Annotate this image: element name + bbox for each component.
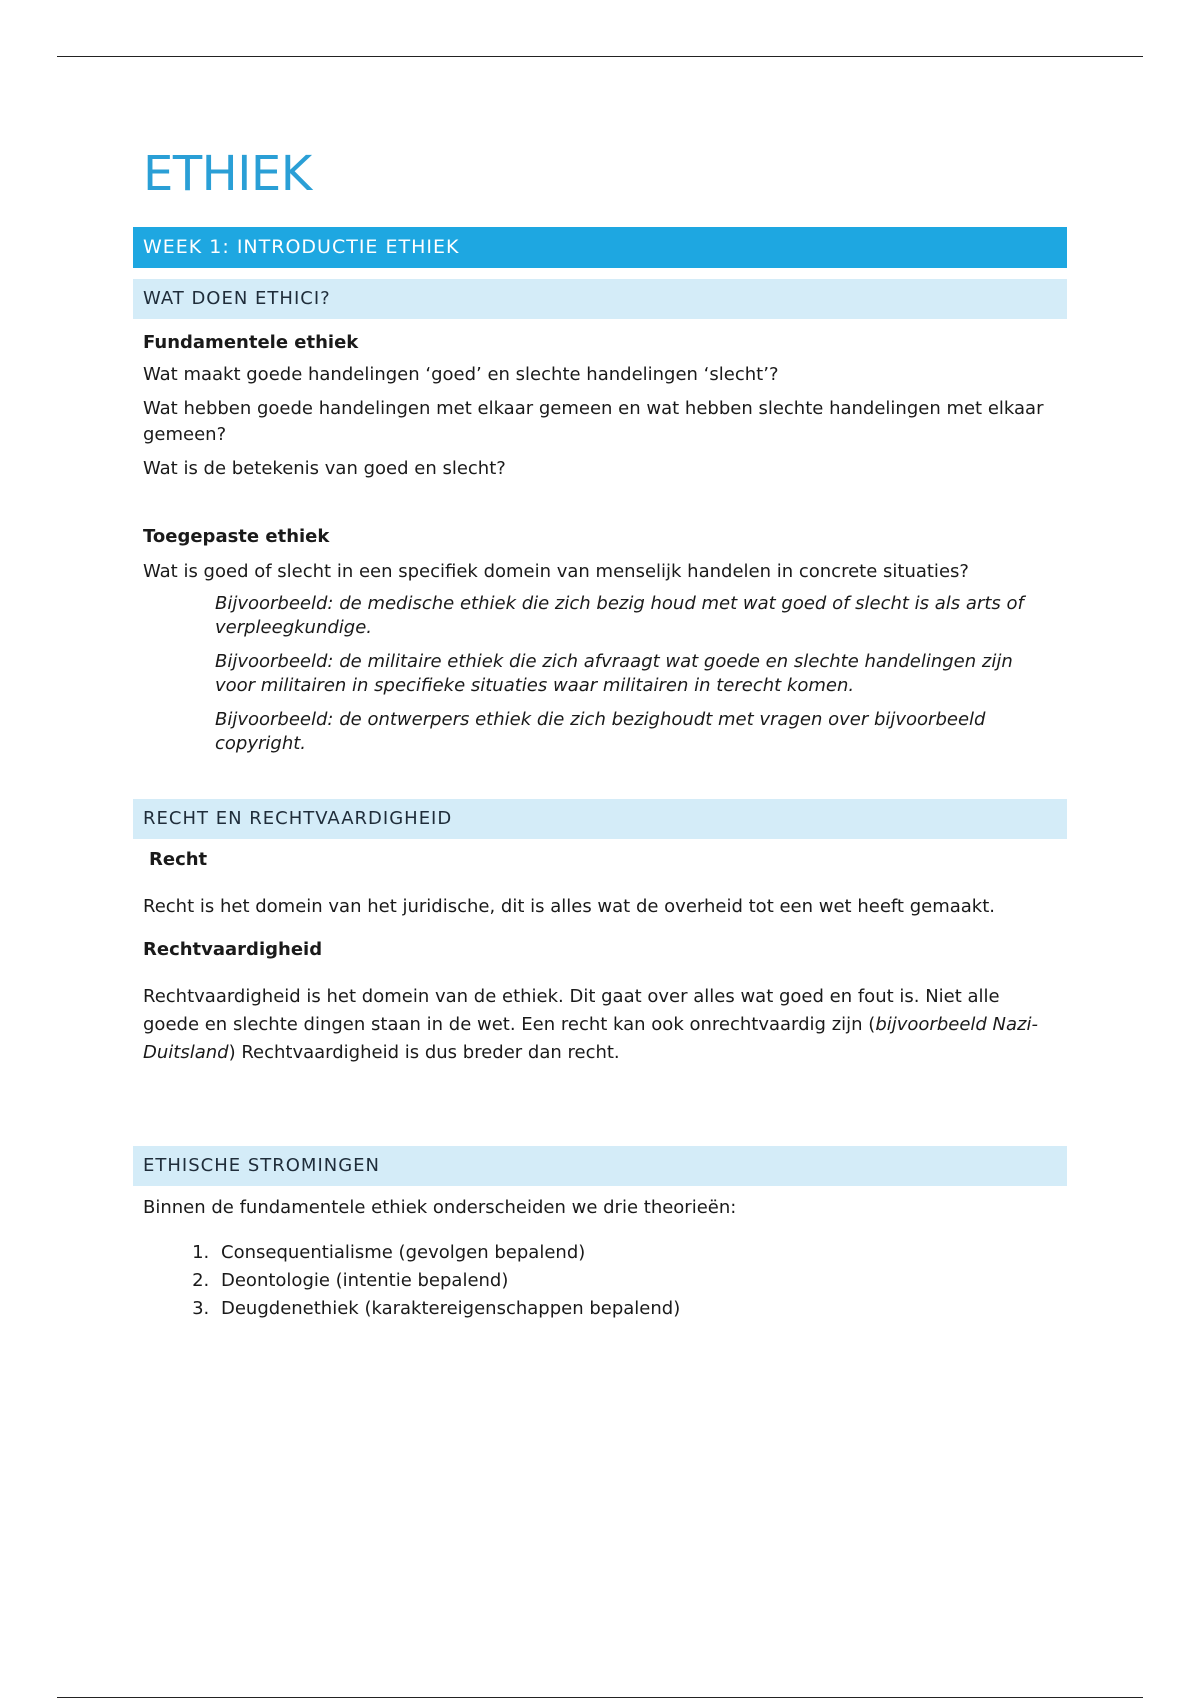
paragraph: Recht is het domein van het juridische, dit is alles wat de overheid tot een wet heeft gemaakt. xyxy=(143,896,995,917)
paragraph-text: Rechtvaardigheid is het domein van de ethiek. Dit gaat over alles wat goed en fout is. Niet alle goede en slechte dingen staan in de wet. Een recht kan ook onrechtvaardig zijn ( xyxy=(143,986,1000,1035)
list-item: 2. Deontologie (intentie bepalend) xyxy=(215,1267,1057,1295)
example-text: Bijvoorbeeld: de militaire ethiek die zich afvraagt wat goede en slechte handelingen zijn voor militairen in specifieke situaties waar militairen in terecht komen. xyxy=(215,651,1013,696)
top-rule xyxy=(57,56,1143,57)
theory-list xyxy=(143,1239,1057,1323)
paragraph-italic-text: bijvoorbeeld Nazi-Duitsland xyxy=(143,1014,1038,1063)
section-heading-ethische-stromingen: ETHISCHE STROMINGEN xyxy=(133,1146,1067,1186)
section-body-ethische-stromingen xyxy=(133,1195,1067,1323)
paragraph: Wat is de betekenis van goed en slecht? xyxy=(143,458,506,479)
page-title: ETHIEK xyxy=(143,146,312,202)
subheading-fundamentele-ethiek: Fundamentele ethiek xyxy=(143,332,359,353)
list-item: 1. Consequentialisme (gevolgen bepalend) xyxy=(215,1239,1057,1267)
subheading-toegepaste-ethiek: Toegepaste ethiek xyxy=(143,526,330,547)
paragraph: Wat maakt goede handelingen ‘goed’ en slechte handelingen ‘slecht’? xyxy=(143,364,779,385)
bottom-rule xyxy=(57,1697,1143,1698)
subheading-rechtvaardigheid: Rechtvaardigheid xyxy=(143,939,323,960)
paragraph-text: ) Rechtvaardigheid is dus breder dan recht. xyxy=(228,1042,620,1063)
section-heading-wat-doen-ethici: WAT DOEN ETHICI? xyxy=(133,279,1067,319)
week-heading: WEEK 1: INTRODUCTIE ETHIEK xyxy=(133,227,1067,268)
section-body-wat-doen-ethici xyxy=(133,330,1067,756)
paragraph xyxy=(143,983,1057,1067)
example-text: Bijvoorbeeld: de medische ethiek die zich bezig houd met wat goed of slecht is als arts of verpleegkundige. xyxy=(215,593,1024,638)
example-text: Bijvoorbeeld: de ontwerpers ethiek die zich bezighoudt met vragen over bijvoorbeeld copyright. xyxy=(215,709,986,754)
subheading-recht: Recht xyxy=(149,849,208,870)
paragraph: Binnen de fundamentele ethiek onderscheiden we drie theorieën: xyxy=(143,1197,737,1218)
paragraph: Wat hebben goede handelingen met elkaar gemeen en wat hebben slechte handelingen met elkaar gemeen? xyxy=(143,398,1044,445)
section-heading-recht-en-rechtvaardigheid: RECHT EN RECHTVAARDIGHEID xyxy=(133,799,1067,839)
section-body-recht xyxy=(133,847,1067,1067)
page-content xyxy=(133,140,1067,1323)
paragraph: Wat is goed of slecht in een specifiek domein van menselijk handelen in concrete situaties? xyxy=(143,561,969,582)
list-item: 3. Deugdenethiek (karaktereigenschappen bepalend) xyxy=(215,1295,1057,1323)
